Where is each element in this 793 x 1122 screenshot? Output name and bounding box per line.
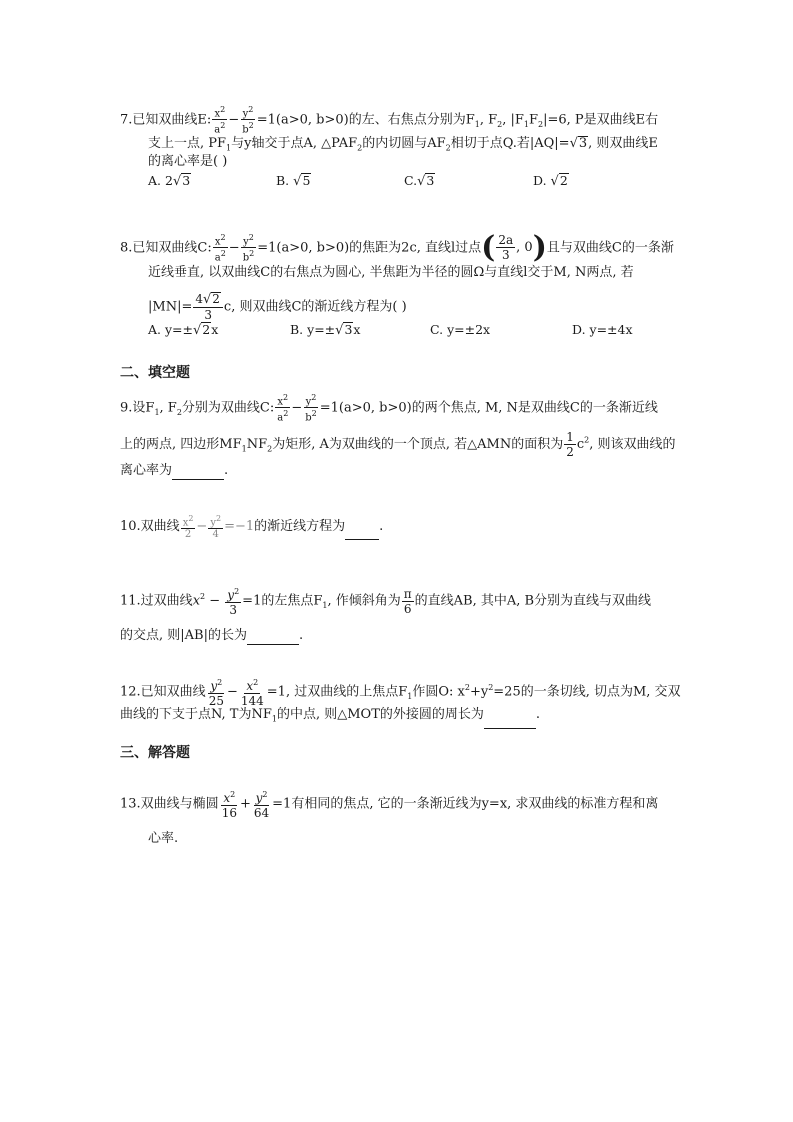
section-answer-heading: 三、解答题 — [120, 745, 190, 761]
q7-line3: 的离心率是( ) — [148, 154, 228, 169]
q12-line2: 曲线的下支于点N, T为$NF_1$的中点, 则△MOT的外接圆的周长为 . — [120, 706, 540, 729]
q10-line: 10.双曲线 $\frac{x^2}{2}$ − $\frac{y^2}{4}$ =−1的渐近线方程为 . — [120, 514, 384, 541]
q8-line1: 8.已知双曲线C: $\frac{x^2}{a^2}$ − $\frac{y^2}{b^2}$ =1(a>0, b>0)的焦距为2c, 直线l过点 ( 2a 3 , 0 ) 且与双曲线C的一条渐 — [120, 229, 674, 265]
q7-line1: 7.已知双曲线E: $\frac{x^2}{a^2}$ − $\frac{y^2}{b^2}$ =1(a>0, b>0)的左、右焦点分别为$F_1$, $F_2$, $|F_1F_2|=6$, P是双曲线E右 — [120, 105, 659, 136]
q12-line1: 12.已知双曲线 $\frac{y^2}{25}$ − $\frac{x^2}{144}$ =1, 过双曲线的上焦点$F_1$作圆O: $x^2+y^2=25$的一条切线, 切点为M, 交双 — [120, 678, 681, 708]
q13-line1: 13.双曲线与椭圆 $\frac{x^2}{16}$ + $\frac{y^2}{64}$ =1有相同的焦点, 它的一条渐近线为y=x, 求双曲线的标准方程和离 — [120, 790, 659, 820]
q7-option-b: B. √5 — [276, 173, 311, 189]
q8-line3: |MN|= $\frac{4√2}{3}$ c, 则双曲线C的渐近线方程为( ) — [148, 292, 407, 322]
q8-option-b: B. y=±√3x — [290, 322, 361, 338]
q12-answer-blank[interactable] — [484, 714, 536, 729]
q8-line2: 近线垂直, 以双曲线C的右焦点为圆心, 半焦距为半径的圆Ω与直线l交于M, N两点, 若 — [148, 265, 634, 280]
q13-line2: 心率. — [148, 831, 179, 846]
q11-answer-blank[interactable] — [247, 630, 299, 645]
q10-answer-blank[interactable] — [345, 525, 379, 540]
q7-option-a: A. 2√3 — [148, 173, 191, 189]
q7-option-d: D. √2 — [533, 173, 568, 189]
q8-option-d: D. y=±4x — [572, 322, 633, 337]
q11-line1: 11.过双曲线$x^2$ − $\frac{y^2}{3}$ =1的左焦点$F_1$, 作倾斜角为 $\frac{\pi}{6}$ 的直线AB, 其中A, B分别为直线与双曲线 — [120, 586, 652, 617]
section-fill-in-heading: 二、填空题 — [120, 365, 190, 381]
q8-option-a: A. y=±√2x — [148, 322, 219, 338]
q9-answer-blank[interactable] — [172, 465, 224, 480]
q8-point: ( 2a 3 , 0 ) — [481, 229, 547, 265]
q11-line2: 的交点, 则|AB|的长为 . — [120, 628, 304, 643]
q8-option-c: C. y=±2x — [430, 322, 491, 337]
q9-line3: 离心率为 . — [120, 463, 229, 478]
q7-option-c: C.√3 — [404, 173, 435, 189]
q9-line2: 上的两点, 四边形$MF_1NF_2$为矩形, A为双曲线的一个顶点, 若△AMN的面积为 $\frac{1}{2}$ $c^2$, 则该双曲线的 — [120, 430, 676, 459]
q7-line2: 支上一点, $PF_1$与y轴交于点A, $\triangle PAF_2$的内切圆与$AF_2$相切于点Q.若|AQ|=√3, 则双曲线E — [148, 136, 658, 153]
q9-line1: 9.设$F_1$, $F_2$分别为双曲线C: $\frac{x^2}{a^2}$ − $\frac{y^2}{b^2}$ =1(a>0, b>0)的两个焦点, M, N是双曲线C的一条渐近线 — [120, 393, 658, 424]
